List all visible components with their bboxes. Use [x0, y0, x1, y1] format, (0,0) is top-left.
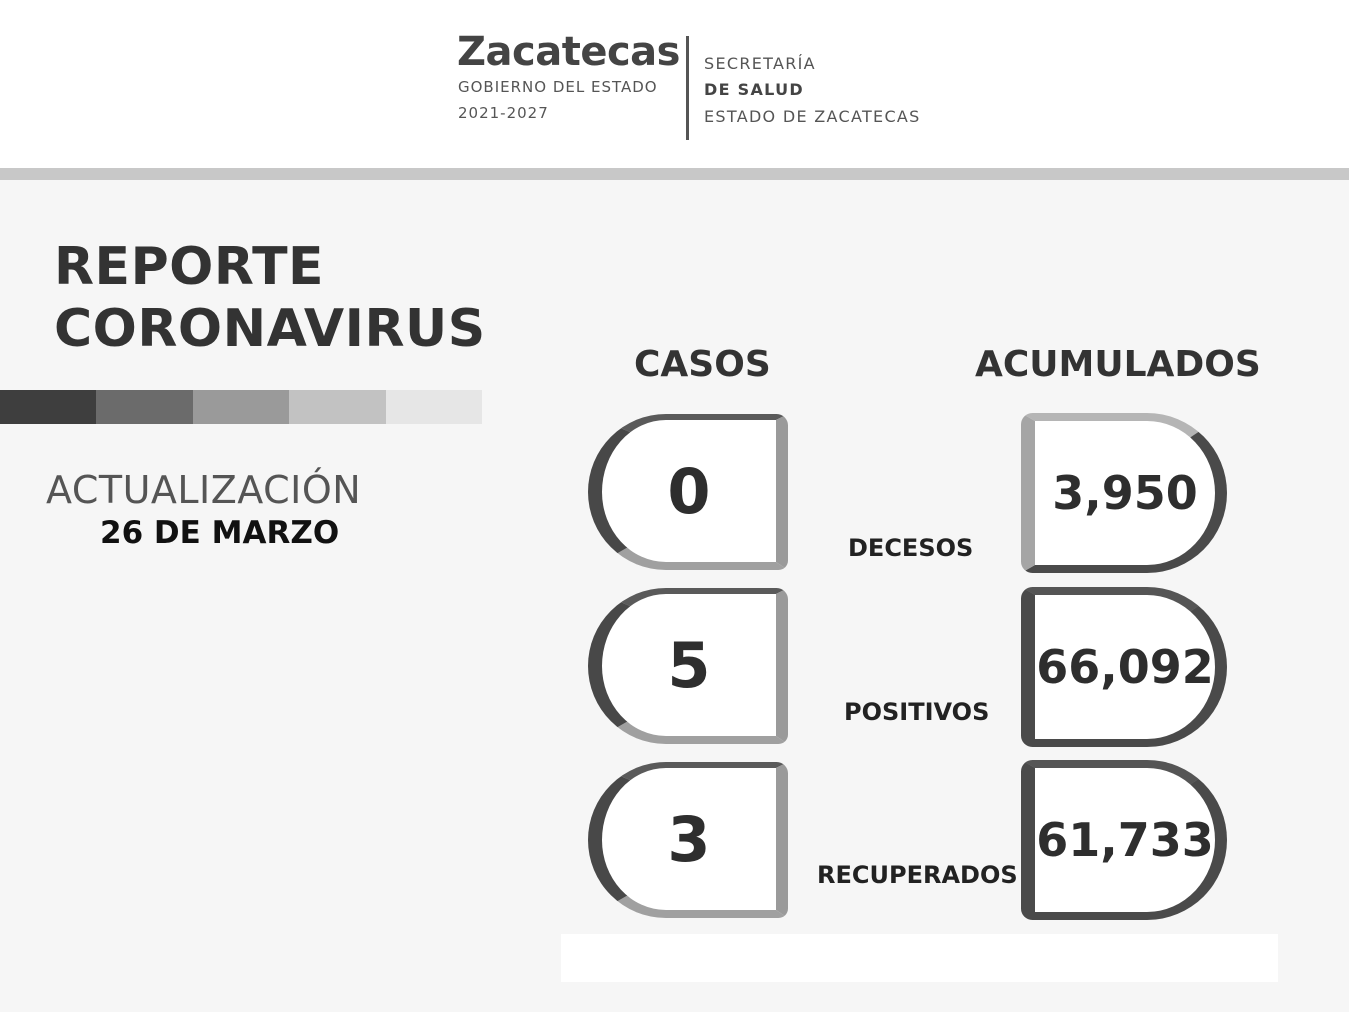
cases-pill-deaths — [588, 414, 788, 570]
header-bar — [0, 168, 1349, 180]
stripe — [0, 390, 96, 424]
update-date: 26 DE MARZO — [100, 515, 340, 551]
report-title-line-1: REPORTE — [54, 237, 325, 297]
column-header-cases: CASOS — [634, 344, 771, 385]
report-title-line-2: CORONAVIRUS — [54, 299, 486, 359]
cumulative-pill-recovered — [1021, 760, 1227, 920]
cumulative-pill-positives — [1021, 587, 1227, 747]
category-label-positives: POSITIVOS — [844, 698, 990, 726]
cases-pill-positives — [588, 588, 788, 744]
stripe — [386, 390, 482, 424]
stripe — [289, 390, 385, 424]
gov-name: Zacatecas — [457, 29, 680, 75]
column-header-cumulative: ACUMULADOS — [975, 344, 1261, 385]
cases-pill-recovered — [588, 762, 788, 918]
category-label-recovered: RECUPERADOS — [817, 861, 1018, 889]
gov-period: 2021-2027 — [458, 104, 549, 122]
header-divider — [686, 36, 689, 140]
cumulative-value: 61,733 — [1036, 813, 1214, 867]
cases-value: 0 — [667, 454, 711, 528]
cumulative-value: 3,950 — [1052, 466, 1198, 520]
secretary-line-3: ESTADO DE ZACATECAS — [704, 107, 921, 126]
cumulative-pill-deaths — [1021, 413, 1227, 573]
stripe — [96, 390, 192, 424]
secretary-line-1: SECRETARÍA — [704, 54, 816, 73]
footer-box — [561, 934, 1278, 982]
stripe — [193, 390, 289, 424]
cases-value: 3 — [667, 802, 711, 876]
cumulative-value: 66,092 — [1036, 640, 1214, 694]
gov-subtitle: GOBIERNO DEL ESTADO — [458, 78, 658, 96]
category-label-deaths: DECESOS — [848, 534, 974, 562]
cases-value: 5 — [667, 628, 711, 702]
update-label: ACTUALIZACIÓN — [46, 468, 362, 512]
secretary-line-2: DE SALUD — [704, 80, 804, 99]
gradient-stripes — [0, 390, 482, 424]
header — [0, 0, 1349, 168]
